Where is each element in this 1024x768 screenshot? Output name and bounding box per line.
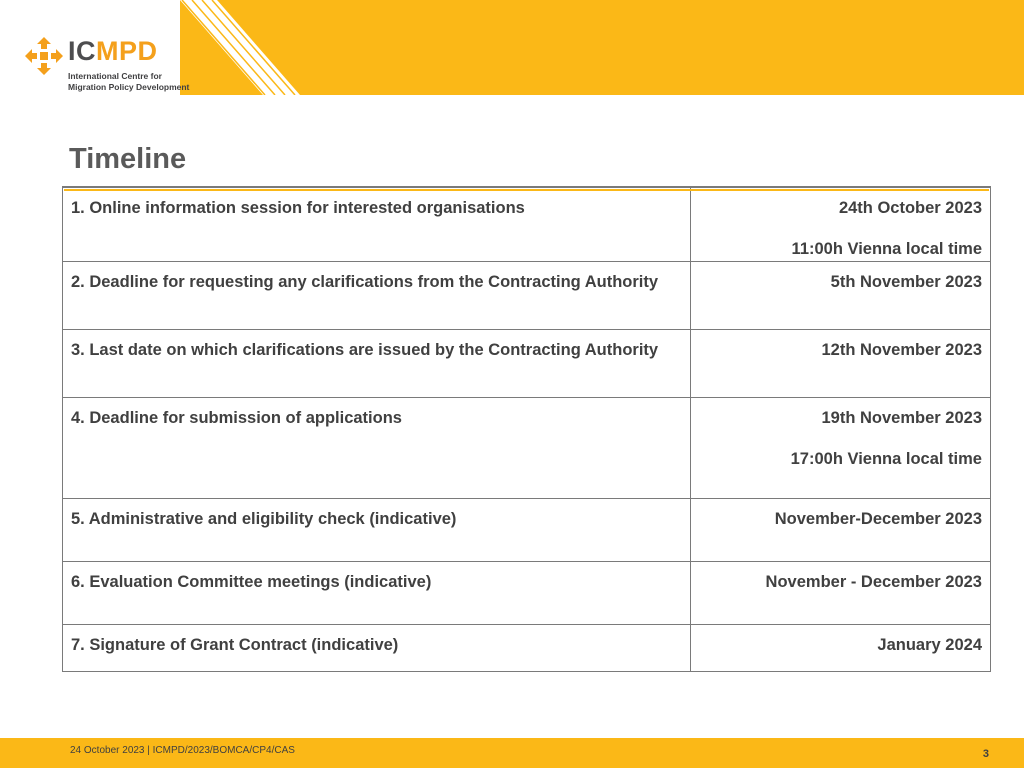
table-row xyxy=(63,187,991,261)
table-row xyxy=(63,329,991,397)
date-cell: 5th November 2023 xyxy=(691,261,991,329)
icmpd-logo-icon xyxy=(24,36,64,76)
logo-subtitle-line2: Migration Policy Development xyxy=(68,82,190,92)
date-cell: November - December 2023 xyxy=(691,561,991,624)
activity-cell: 5. Administrative and eligibility check (indicative) xyxy=(63,498,691,561)
page-title: Timeline xyxy=(69,143,187,175)
activity-cell: 3. Last date on which clarifications are issued by the Contracting Authority xyxy=(63,329,691,397)
date-cell: 19th November 2023 17:00h Vienna local time xyxy=(691,397,991,498)
activity-cell: 6. Evaluation Committee meetings (indicative) xyxy=(63,561,691,624)
activity-cell: 2. Deadline for requesting any clarifications from the Contracting Authority xyxy=(63,261,691,329)
table-row xyxy=(63,624,991,671)
logo-wordmark: ICMPD xyxy=(68,36,158,66)
table-row xyxy=(63,561,991,624)
date-cell: November-December 2023 xyxy=(691,498,991,561)
date-cell: 24th October 2023 11:00h Vienna local time xyxy=(691,187,991,261)
activity-cell: 4. Deadline for submission of applications xyxy=(63,397,691,498)
activity-cell: 1. Online information session for interested organisations xyxy=(63,187,691,261)
timeline-table xyxy=(62,186,991,672)
logo-subtitle-line1: International Centre for xyxy=(68,71,162,81)
table-row xyxy=(63,261,991,329)
logo-subtitle xyxy=(68,71,189,93)
activity-cell: 7. Signature of Grant Contract (indicative) xyxy=(63,624,691,671)
date-cell: January 2024 xyxy=(691,624,991,671)
date-cell: 12th November 2023 xyxy=(691,329,991,397)
page-number: 3 xyxy=(982,748,989,760)
footer-reference: 24 October 2023 | ICMPD/2023/BOMCA/CP4/CAS xyxy=(70,745,295,756)
table-row xyxy=(63,397,991,498)
table-accent-rule xyxy=(64,189,989,191)
table-row xyxy=(63,498,991,561)
